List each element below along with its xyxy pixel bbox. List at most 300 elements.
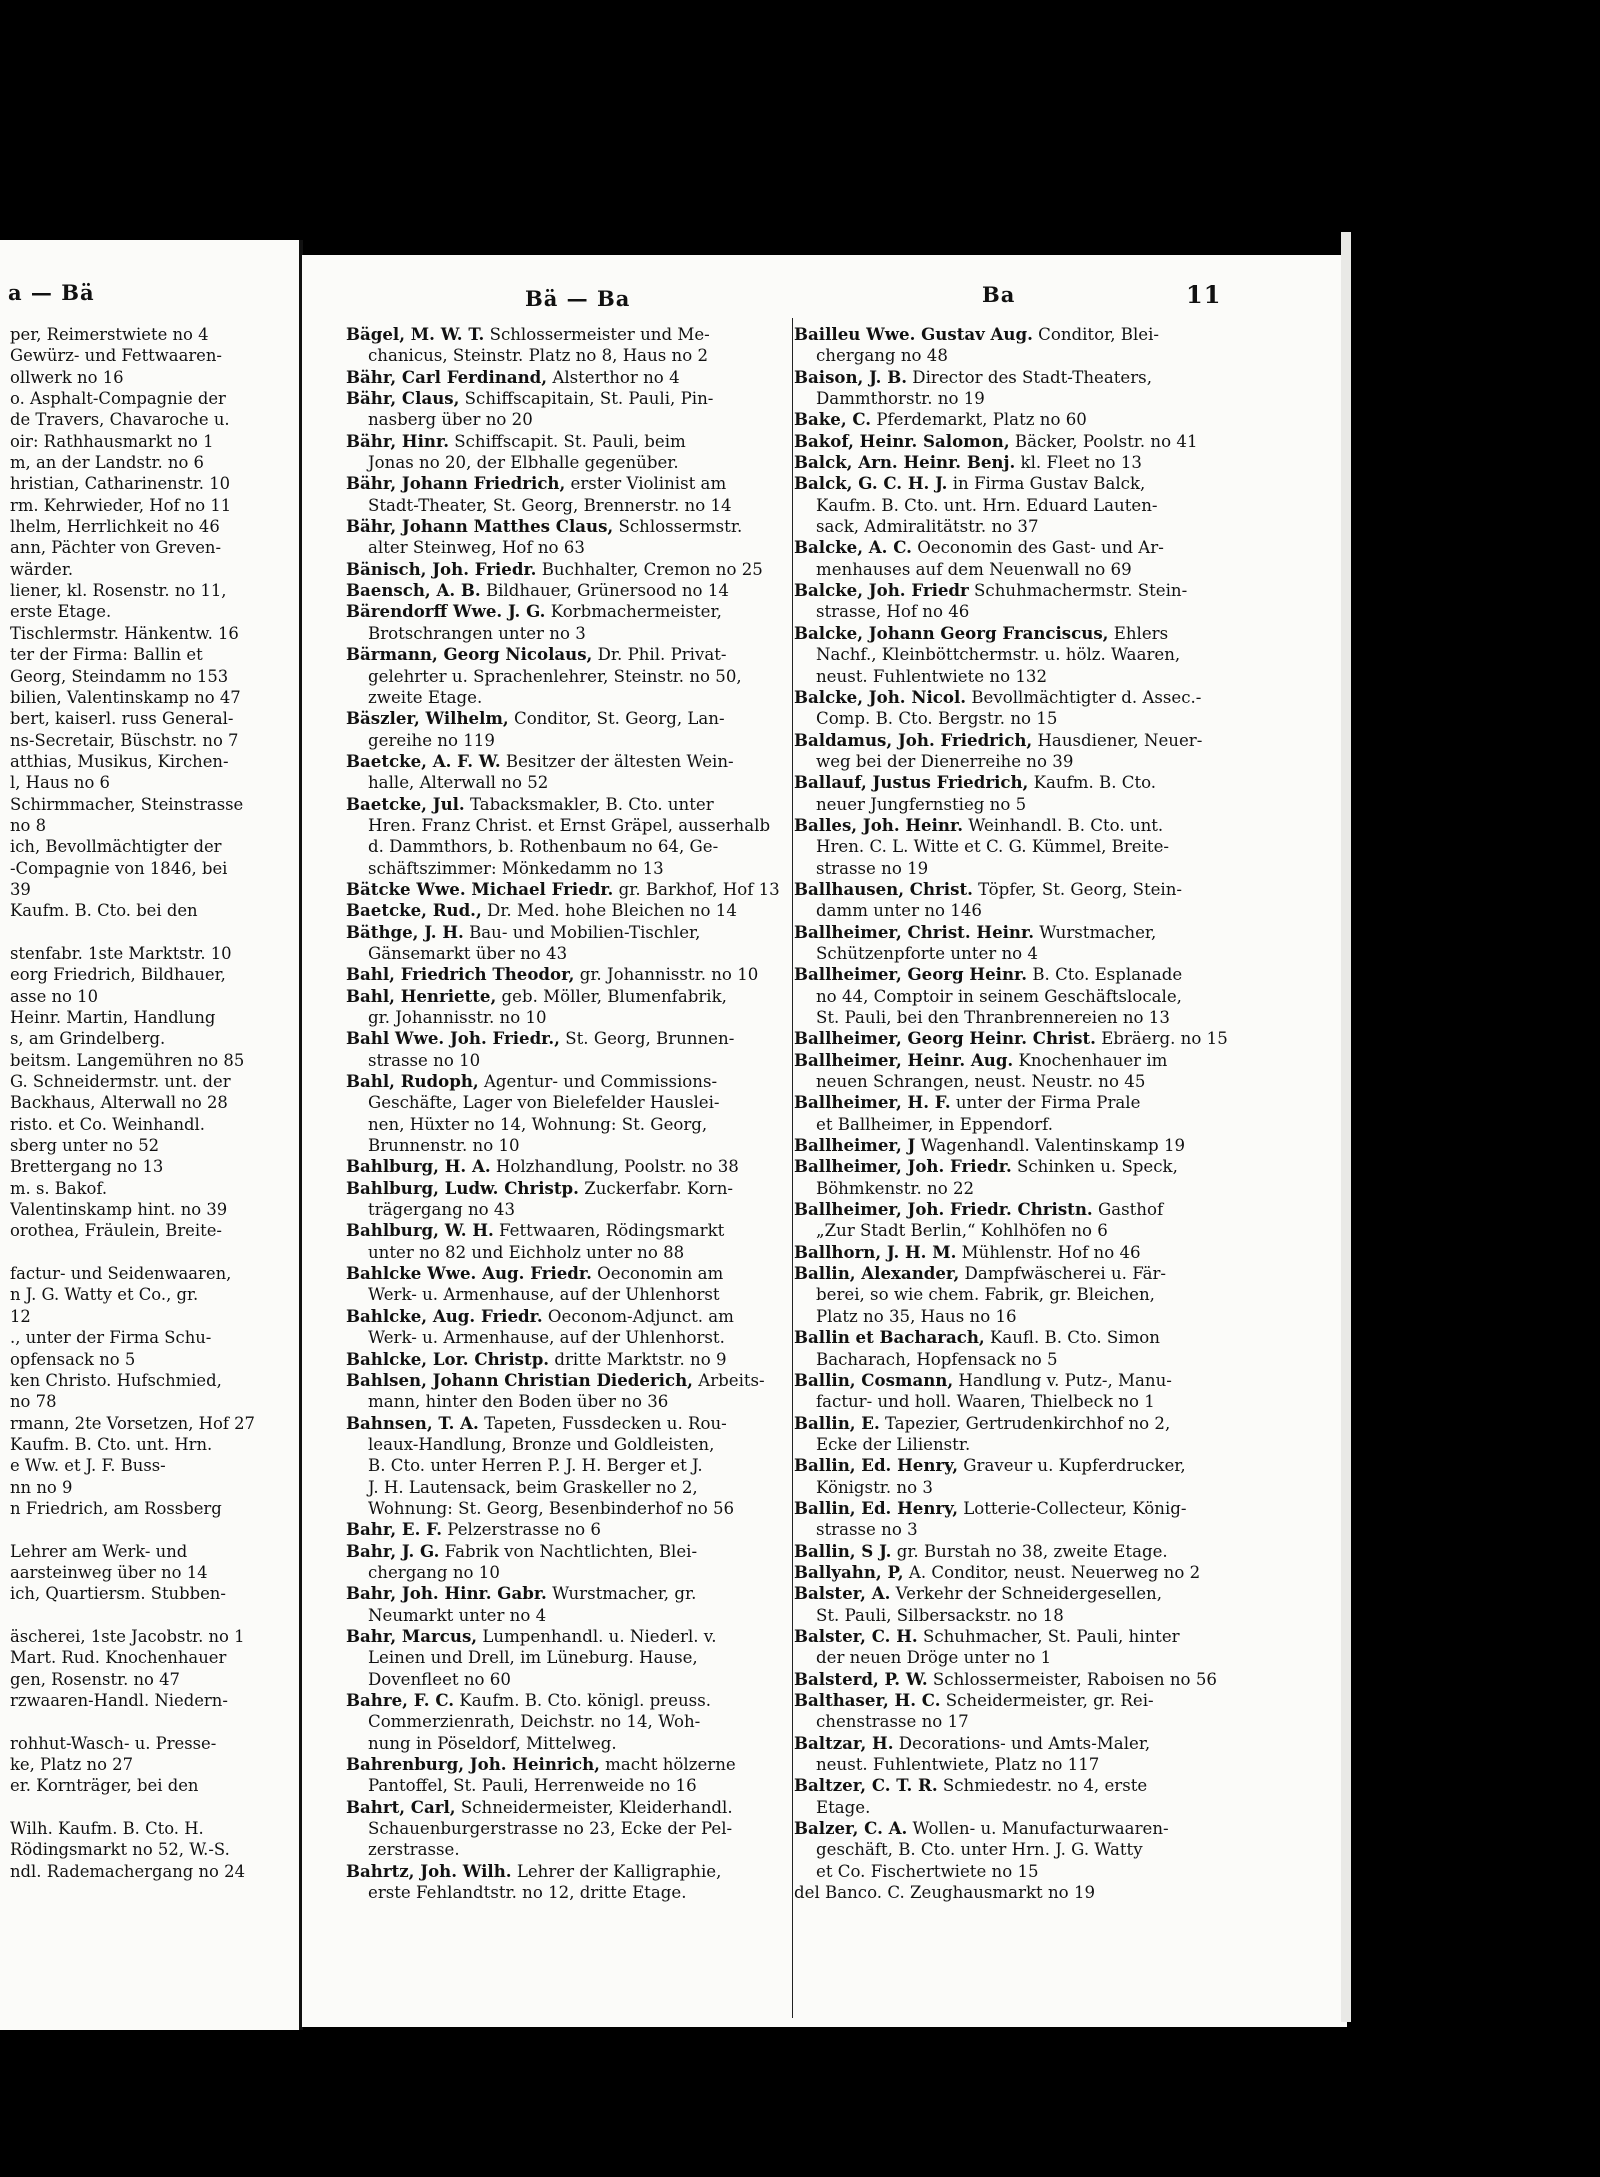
left-page-line: er. Kornträger, bei den (10, 1776, 199, 1796)
entry-details: Schlossermstr. (613, 517, 743, 537)
entry-details: Kaufm. B. Cto. königl. preuss. (454, 1691, 711, 1710)
entry-name: Bahlburg, H. A. (346, 1156, 491, 1177)
entry-details: Buchhalter, Cremon no 25 (536, 559, 763, 579)
entry-name: Bahlsen, Johann Christian Diederich, (346, 1369, 693, 1390)
entry-details: Dampfwäscherei u. Fär- (959, 1264, 1167, 1284)
entry-details: Verkehr der Schneidergesellen, (890, 1584, 1163, 1604)
left-page-line (10, 922, 300, 943)
col1-continuation-line: gelehrter u. Sprachenlehrer, Steinstr. no 50, (368, 666, 742, 686)
entry-name: Bahrtz, Joh. Wilh. (346, 1860, 512, 1881)
col2-continuation-line: neust. Fuhlentwiete, Platz no 117 (816, 1755, 1100, 1775)
entry-name: Ballheimer, Heinr. Aug. (794, 1049, 1014, 1070)
left-page-line: nn no 9 (10, 1477, 73, 1497)
left-page-line: sberg unter no 52 (10, 1136, 160, 1156)
col2-entry (794, 1775, 1246, 1796)
left-page-line (10, 1242, 300, 1263)
col1-continuation-line: Hren. Franz Christ. et Ernst Gräpel, ausserhalb (368, 815, 771, 835)
col2-continuation-line: Bacharach, Hopfensack no 5 (816, 1349, 1058, 1369)
left-page-line: 12 (10, 1306, 31, 1326)
entry-name: Balles, Joh. Heinr. (794, 814, 963, 835)
col2-continuation-line: chenstrasse no 17 (816, 1712, 969, 1732)
col1-continuation-line: zerstrasse. (368, 1840, 460, 1860)
col2-entry (794, 1882, 1246, 1903)
entry-name: Baetcke, A. F. W. (346, 750, 501, 771)
entry-details: unter der Firma Prale (950, 1093, 1141, 1113)
col2-entry (794, 1199, 1246, 1220)
entry-name: Bahnsen, T. A. (346, 1412, 479, 1433)
col2-continuation-line: der neuen Dröge unter no 1 (816, 1648, 1052, 1668)
col2-continuation-line: Königstr. no 3 (816, 1477, 933, 1497)
entry-name: Ballheimer, Christ. Heinr. (794, 921, 1034, 942)
left-page-line: rzwaaren-Handl. Niedern- (10, 1691, 228, 1710)
col1-continuation-line: Neumarkt unter no 4 (368, 1605, 547, 1625)
col2-entry (794, 1092, 1246, 1113)
col2-continuation-line: damm unter no 146 (816, 901, 982, 921)
col2-continuation-line: Böhmkenstr. no 22 (816, 1178, 975, 1198)
col1-entry (346, 559, 792, 580)
entry-name: Bähr, Hinr. (346, 430, 449, 451)
col2-entry (794, 1498, 1246, 1519)
entry-name: Ballyahn, P, (794, 1561, 904, 1582)
entry-name: Bähr, Johann Matthes Claus, (346, 516, 614, 537)
entry-details: Wurstmacher, gr. (546, 1584, 697, 1604)
entry-name: Ballin, Cosmann, (794, 1369, 954, 1390)
entry-name: Ballhorn, J. H. M. (794, 1241, 957, 1262)
col2-entry (794, 772, 1246, 793)
col2-entry (794, 1370, 1246, 1391)
entry-details: Knochenhauer im (1013, 1050, 1168, 1070)
entry-details: Schuhmachermstr. Stein- (968, 581, 1188, 601)
col1-continuation-line: nen, Hüxter no 14, Wohnung: St. Georg, (368, 1114, 708, 1134)
entry-details: Schmiedestr. no 4, erste (937, 1776, 1148, 1796)
col1-entry (346, 601, 792, 622)
entry-details: geb. Möller, Blumenfabrik, (496, 986, 727, 1006)
entry-name: Bähr, Claus, (346, 388, 460, 409)
entry-name: Bahl, Rudoph, (346, 1071, 479, 1092)
left-page-line: oir: Rathhausmarkt no 1 (10, 431, 214, 451)
entry-name: Bahr, J. G. (346, 1540, 440, 1561)
col2-continuation-line: chergang no 48 (816, 346, 948, 366)
col2-entry (794, 1818, 1246, 1839)
col1-entry (346, 1690, 792, 1711)
col2-entry (794, 623, 1246, 644)
left-page-line (10, 1797, 300, 1818)
col1-continuation-line: J. H. Lautensack, beim Graskeller no 2, (368, 1477, 698, 1497)
left-page-line: ter der Firma: Ballin et (10, 645, 203, 665)
left-page (0, 240, 300, 2030)
col2-entry (794, 922, 1246, 943)
entry-name: Balcke, Johann Georg Franciscus, (794, 622, 1109, 643)
col1-continuation-line: nasberg über no 20 (368, 410, 533, 430)
left-page-line (10, 1605, 300, 1626)
entry-name: Bahl, Friedrich Theodor, (346, 964, 575, 985)
entry-name: Baltzer, C. T. R. (794, 1775, 938, 1796)
col1-entry (346, 1583, 792, 1604)
entry-details: Lehrer der Kalligraphie, (511, 1861, 722, 1881)
col2-entry (794, 409, 1246, 430)
col1-entry (346, 964, 792, 985)
entry-details: Schlossermeister, Raboisen no 56 (927, 1669, 1217, 1689)
col2-entry (794, 964, 1246, 985)
entry-name: Ballauf, Justus Friedrich, (794, 772, 1029, 793)
entry-name: Baison, J. B. (794, 366, 908, 387)
col1-continuation-line: Brotschrangen unter no 3 (368, 623, 586, 643)
left-page-line: s, am Grindelberg. (10, 1029, 166, 1049)
entry-details: Schinken u. Speck, (1011, 1157, 1178, 1177)
col1-entry (346, 1370, 792, 1391)
col2-entry (794, 730, 1246, 751)
col1-entry (346, 1754, 792, 1775)
col1-entry (346, 1861, 792, 1882)
left-page-line: e Ww. et J. F. Buss- (10, 1456, 166, 1476)
entry-details: Schiffscapitain, St. Pauli, Pin- (459, 389, 714, 409)
entry-name: Balzer, C. A. (794, 1818, 908, 1839)
entry-name: Baldamus, Joh. Friedrich, (794, 729, 1033, 750)
col2-continuation-line: Dammthorstr. no 19 (816, 389, 985, 409)
entry-details: Handlung v. Putz-, Manu- (953, 1370, 1172, 1390)
entry-name: Ballin, Alexander, (794, 1263, 960, 1284)
entry-name: Ballheimer, H. F. (794, 1092, 951, 1113)
col1-entry (346, 879, 792, 900)
col1-continuation-line: mann, hinter den Boden über no 36 (368, 1392, 669, 1412)
col2-entry (794, 687, 1246, 708)
left-page-line: Tischlermstr. Hänkentw. 16 (10, 623, 239, 643)
entry-details: Bau- und Mobilien-Tischler, (463, 922, 701, 942)
col2-entry (794, 1050, 1246, 1071)
entry-details: del Banco. C. Zeughausmarkt no 19 (794, 1883, 1096, 1903)
entry-name: Bake, C. (794, 409, 872, 430)
entry-name: Bärmann, Georg Nicolaus, (346, 644, 593, 665)
col1-continuation-line: Schauenburgerstrasse no 23, Ecke der Pel- (368, 1819, 733, 1839)
col2-continuation-line: Comp. B. Cto. Bergstr. no 15 (816, 709, 1058, 729)
col1-continuation-line: gr. Johannisstr. no 10 (368, 1008, 547, 1027)
entry-details: gr. Barkhof, Hof 13 (613, 879, 780, 899)
col1-entry (346, 1071, 792, 1092)
entry-name: Bahl Wwe. Joh. Friedr., (346, 1028, 560, 1049)
col2-continuation-line: neuen Schrangen, neust. Neustr. no 45 (816, 1072, 1146, 1092)
col2-continuation-line: St. Pauli, bei den Thranbrennereien no 13 (816, 1008, 1170, 1027)
entry-details: Alsterthor no 4 (547, 367, 680, 387)
entry-details: Bildhauer, Grünersood no 14 (480, 581, 729, 601)
left-page-line: Backhaus, Alterwall no 28 (10, 1093, 228, 1113)
col1-continuation-line: chanicus, Steinstr. Platz no 8, Haus no 2 (368, 346, 709, 366)
col1-continuation-line: unter no 82 und Eichholz unter no 88 (368, 1242, 685, 1262)
left-page-line: hristian, Catharinenstr. 10 (10, 474, 231, 494)
col1-continuation-line: Commerzienrath, Deichstr. no 14, Woh- (368, 1712, 701, 1732)
col2-entry (794, 1028, 1246, 1049)
col1-continuation-line: gereihe no 119 (368, 730, 495, 750)
col1-entry (346, 1541, 792, 1562)
col2-continuation-line: strasse, Hof no 46 (816, 602, 970, 622)
entry-name: Bailleu Wwe. Gustav Aug. (794, 324, 1033, 344)
left-page-line: erste Etage. (10, 602, 112, 622)
entry-details: Ehlers (1108, 623, 1169, 643)
col2-entry (794, 473, 1246, 494)
col1-continuation-line: leaux-Handlung, Bronze und Goldleisten, (368, 1434, 715, 1454)
left-page-line: stenfabr. 1ste Marktstr. 10 (10, 943, 232, 963)
col1-entry (346, 388, 792, 409)
entry-name: Balcke, A. C. (794, 537, 912, 558)
left-page-line: rm. Kehrwieder, Hof no 11 (10, 495, 232, 515)
col2-continuation-line: Ecke der Lilienstr. (816, 1434, 971, 1454)
entry-details: Lotterie-Collecteur, König- (957, 1498, 1187, 1518)
page-number: 11 (1186, 280, 1222, 309)
entry-name: Ballheimer, Joh. Friedr. (794, 1156, 1012, 1177)
entry-name: Balcke, Joh. Nicol. (794, 686, 967, 707)
col1-continuation-line: halle, Alterwall no 52 (368, 773, 549, 793)
col2-continuation-line: Platz no 35, Haus no 16 (816, 1306, 1017, 1326)
col2-entry (794, 1455, 1246, 1476)
entry-details: Dr. Med. hohe Bleichen no 14 (481, 901, 737, 921)
col1-continuation-line: nung in Pöseldorf, Mittelweg. (368, 1733, 617, 1753)
left-page-line: Valentinskamp hint. no 39 (10, 1200, 228, 1220)
entry-details: Schneidermeister, Kleiderhandl. (455, 1797, 733, 1817)
entry-name: Bahlcke, Lor. Christp. (346, 1348, 550, 1369)
col2-continuation-line: factur- und holl. Waaren, Thielbeck no 1 (816, 1392, 1155, 1412)
col2-continuation-line: Hren. C. L. Witte et C. G. Kümmel, Breite- (816, 837, 1170, 857)
col2-continuation-line: Nachf., Kleinböttchermstr. u. hölz. Waaren, (816, 645, 1181, 665)
entry-name: Bäthge, J. H. (346, 921, 464, 942)
entry-name: Balcke, Joh. Friedr (794, 580, 969, 601)
entry-details: Dr. Phil. Privat- (592, 645, 727, 665)
entry-details: Korbmachermeister, (545, 602, 722, 622)
col1-continuation-line: trägergang no 43 (368, 1200, 516, 1220)
entry-name: Ballheimer, Joh. Friedr. Christn. (794, 1199, 1093, 1220)
col2-continuation-line: et Co. Fischertwiete no 15 (816, 1861, 1039, 1881)
left-page-line: beitsm. Langemühren no 85 (10, 1050, 245, 1070)
col1-entry (346, 1626, 792, 1647)
left-page-line (10, 1519, 300, 1540)
left-page-line: ke, Platz no 27 (10, 1755, 134, 1775)
col1-entry (346, 708, 792, 729)
entry-name: Ballheimer, J (794, 1135, 916, 1156)
entry-name: Ballin, S J. (794, 1540, 892, 1561)
entry-details: Graveur u. Kupferdrucker, (957, 1456, 1186, 1476)
col1-entry (346, 1028, 792, 1049)
entry-name: Bahr, E. F. (346, 1519, 443, 1540)
entry-details: Agentur- und Commissions- (478, 1072, 718, 1092)
col2-entry (794, 1733, 1246, 1754)
col1-entry (346, 986, 792, 1007)
col2-continuation-line: Etage. (816, 1797, 871, 1817)
entry-name: Bahre, F. C. (346, 1690, 455, 1710)
col2-entry (794, 452, 1246, 473)
directory-column-1 (346, 324, 792, 1903)
col1-entry (346, 324, 792, 345)
col2-continuation-line: strasse no 19 (816, 858, 929, 878)
left-page-line: liener, kl. Rosenstr. no 11, (10, 581, 227, 601)
entry-name: Ballheimer, Georg Heinr. Christ. (794, 1028, 1096, 1049)
entry-details: Fabrik von Nachtlichten, Blei- (439, 1541, 698, 1561)
left-page-line: Georg, Steindamm no 153 (10, 666, 229, 686)
entry-details: Ebräerg. no 15 (1095, 1029, 1228, 1049)
entry-details: gr. Johannisstr. no 10 (574, 965, 759, 985)
entry-name: Ballin et Bacharach, (794, 1327, 985, 1348)
left-page-line: Brettergang no 13 (10, 1157, 164, 1177)
right-header-right: Ba (982, 282, 1016, 307)
left-page-line: asse no 10 (10, 986, 98, 1006)
left-page-line: äscherei, 1ste Jacobstr. no 1 (10, 1626, 245, 1646)
col2-continuation-line: weg bei der Dienerreihe no 39 (816, 751, 1074, 771)
entry-details: Schlossermeister und Me- (484, 325, 710, 344)
col2-entry (794, 1327, 1246, 1348)
entry-details: kl. Fleet no 13 (1015, 453, 1142, 473)
col2-continuation-line: strasse no 3 (816, 1520, 918, 1540)
col2-entry (794, 367, 1246, 388)
col2-entry (794, 1562, 1246, 1583)
entry-name: Bahrt, Carl, (346, 1796, 456, 1817)
col1-continuation-line: strasse no 10 (368, 1050, 481, 1070)
entry-details: macht hölzerne (599, 1755, 736, 1775)
entry-name: Balster, A. (794, 1583, 891, 1604)
entry-name: Bärendorff Wwe. J. G. (346, 601, 546, 622)
page-edge (1341, 232, 1351, 2022)
col1-entry (346, 580, 792, 601)
entry-name: Balck, Arn. Heinr. Benj. (794, 452, 1016, 473)
entry-details: dritte Marktstr. no 9 (549, 1349, 727, 1369)
entry-details: Director des Stadt-Theaters, (907, 367, 1152, 387)
entry-name: Balthaser, H. C. (794, 1690, 941, 1710)
left-page-header: a — Bä (8, 280, 95, 305)
left-page-line: Heinr. Martin, Handlung (10, 1008, 216, 1027)
entry-name: Bänisch, Joh. Friedr. (346, 558, 537, 579)
entry-details: Mühlenstr. Hof no 46 (956, 1242, 1141, 1262)
entry-details: Fettwaaren, Rödingsmarkt (493, 1221, 725, 1241)
col1-entry (346, 1220, 792, 1241)
entry-name: Bahlburg, Ludw. Christp. (346, 1177, 579, 1198)
entry-name: Ballin, Ed. Henry, (794, 1497, 958, 1518)
col2-entry (794, 431, 1246, 452)
entry-details: Besitzer der ältesten Wein- (500, 751, 734, 771)
col2-continuation-line: sack, Admiralitätstr. no 37 (816, 517, 1039, 537)
entry-details: Arbeits- (692, 1370, 765, 1390)
left-page-line: m, an der Landstr. no 6 (10, 453, 204, 473)
entry-name: Baetcke, Rud., (346, 900, 482, 921)
entry-details: Decorations- und Amts-Maler, (893, 1733, 1151, 1753)
col1-continuation-line: Pantoffel, St. Pauli, Herrenweide no 16 (368, 1776, 697, 1796)
col2-continuation-line: Schützenpforte unter no 4 (816, 943, 1038, 963)
col2-entry (794, 1690, 1246, 1711)
entry-details: Lumpenhandl. u. Niederl. v. (477, 1626, 717, 1646)
entry-name: Ballin, Ed. Henry, (794, 1455, 958, 1476)
left-page-line: ns-Secretair, Büschstr. no 7 (10, 730, 239, 750)
entry-name: Ballheimer, Georg Heinr. (794, 964, 1028, 985)
entry-details: Zuckerfabr. Korn- (578, 1178, 733, 1198)
col1-continuation-line: Jonas no 20, der Elbhalle gegenüber. (368, 453, 679, 473)
left-page-line: aarsteinweg über no 14 (10, 1562, 208, 1582)
col1-continuation-line: Werk- u. Armenhause, auf der Uhlenhorst. (368, 1328, 725, 1348)
left-page-line: n Friedrich, am Rossberg (10, 1498, 222, 1518)
col2-entry (794, 1583, 1246, 1604)
entry-name: Bakof, Heinr. Salomon, (794, 430, 1010, 451)
left-page-line: bilien, Valentinskamp no 47 (10, 687, 241, 707)
col2-continuation-line: „Zur Stadt Berlin,“ Kohlhöfen no 6 (816, 1221, 1108, 1241)
entry-details: Pelzerstrasse no 6 (442, 1520, 601, 1540)
col1-continuation-line: Geschäfte, Lager von Bielefelder Hauslei- (368, 1093, 720, 1113)
entry-details: Hausdiener, Neuer- (1032, 730, 1203, 750)
col1-entry (346, 922, 792, 943)
col1-continuation-line: d. Dammthors, b. Rothenbaum no 64, Ge- (368, 837, 719, 857)
entry-name: Baetcke, Jul. (346, 793, 465, 814)
entry-details: Wollen- u. Manufacturwaaren- (907, 1819, 1169, 1839)
entry-details: Oeconom-Adjunct. am (542, 1306, 734, 1326)
left-page-line: 39 (10, 879, 31, 899)
col2-entry (794, 324, 1246, 345)
entry-name: Bägel, M. W. T. (346, 324, 485, 344)
col1-entry (346, 1797, 792, 1818)
left-page-line: de Travers, Chavaroche u. (10, 410, 230, 430)
entry-details: Tabacksmakler, B. Cto. unter (464, 794, 714, 814)
entry-details: Töpfer, St. Georg, Stein- (972, 879, 1183, 899)
entry-name: Ballhausen, Christ. (794, 878, 973, 899)
entry-name: Bäszler, Wilhelm, (346, 708, 509, 729)
directory-column-2 (794, 324, 1246, 1903)
col1-entry (346, 794, 792, 815)
col1-continuation-line: zweite Etage. (368, 687, 483, 707)
col1-continuation-line: Leinen und Drell, im Lüneburg. Hause, (368, 1648, 698, 1668)
col1-continuation-line: Werk- u. Armenhause, auf der Uhlenhorst (368, 1285, 720, 1305)
left-page-line: ., unter der Firma Schu- (10, 1328, 212, 1348)
entry-details: Oeconomin des Gast- und Ar- (911, 538, 1164, 558)
col1-entry (346, 367, 792, 388)
left-page-line: risto. et Co. Weinhandl. (10, 1114, 205, 1134)
entry-details: Gasthof (1092, 1200, 1164, 1220)
entry-name: Bahr, Marcus, (346, 1625, 478, 1646)
entry-details: Bäcker, Poolstr. no 41 (1009, 431, 1198, 451)
entry-details: Wurstmacher, (1034, 922, 1157, 942)
entry-details: Tapezier, Gertrudenkirchhof no 2, (879, 1413, 1171, 1433)
col2-entry (794, 1413, 1246, 1434)
left-page-line: opfensack no 5 (10, 1349, 136, 1369)
left-page-line: l, Haus no 6 (10, 773, 110, 793)
entry-details: Kaufm. B. Cto. (1028, 773, 1157, 793)
left-page-line: per, Reimerstwiete no 4 (10, 325, 209, 344)
col2-entry (794, 1263, 1246, 1284)
entry-details: Kaufl. B. Cto. Simon (984, 1328, 1160, 1348)
left-page-line: bert, kaiserl. russ General- (10, 709, 234, 729)
entry-name: Bahlcke Wwe. Aug. Friedr. (346, 1263, 592, 1284)
col1-entry (346, 1306, 792, 1327)
entry-name: Balsterd, P. W. (794, 1668, 928, 1689)
entry-name: Baensch, A. B. (346, 580, 481, 601)
left-page-line: atthias, Musikus, Kirchen- (10, 751, 229, 771)
col2-continuation-line: et Ballheimer, in Eppendorf. (816, 1114, 1053, 1134)
col1-entry (346, 1349, 792, 1370)
entry-details: Schiffscapit. St. Pauli, beim (448, 431, 686, 451)
left-page-line: wärder. (10, 559, 74, 579)
col2-continuation-line: St. Pauli, Silbersackstr. no 18 (816, 1605, 1064, 1625)
entry-name: Bähr, Johann Friedrich, (346, 473, 566, 494)
entry-name: Bahlburg, W. H. (346, 1220, 494, 1241)
left-page-line: -Compagnie von 1846, bei (10, 858, 228, 878)
col2-continuation-line: berei, so wie chem. Fabrik, gr. Bleichen, (816, 1285, 1155, 1305)
left-page-line (10, 1711, 300, 1732)
left-page-line: ollwerk no 16 (10, 367, 124, 387)
left-page-line: Kaufm. B. Cto. unt. Hrn. (10, 1434, 213, 1454)
left-page-line: gen, Rosenstr. no 47 (10, 1669, 180, 1689)
col2-continuation-line: neust. Fuhlentwiete no 132 (816, 666, 1048, 686)
col2-continuation-line: neuer Jungfernstieg no 5 (816, 794, 1027, 814)
col2-entry (794, 1626, 1246, 1647)
entry-name: Baltzar, H. (794, 1732, 894, 1753)
left-page-line: orothea, Fräulein, Breite- (10, 1221, 222, 1241)
col1-entry (346, 644, 792, 665)
entry-name: Balck, G. C. H. J. (794, 473, 948, 494)
entry-details: Tapeten, Fussdecken u. Rou- (478, 1413, 727, 1433)
entry-details: Conditor, Blei- (1032, 325, 1159, 344)
col1-continuation-line: chergang no 10 (368, 1562, 500, 1582)
left-page-line: lhelm, Herrlichkeit no 46 (10, 517, 220, 537)
